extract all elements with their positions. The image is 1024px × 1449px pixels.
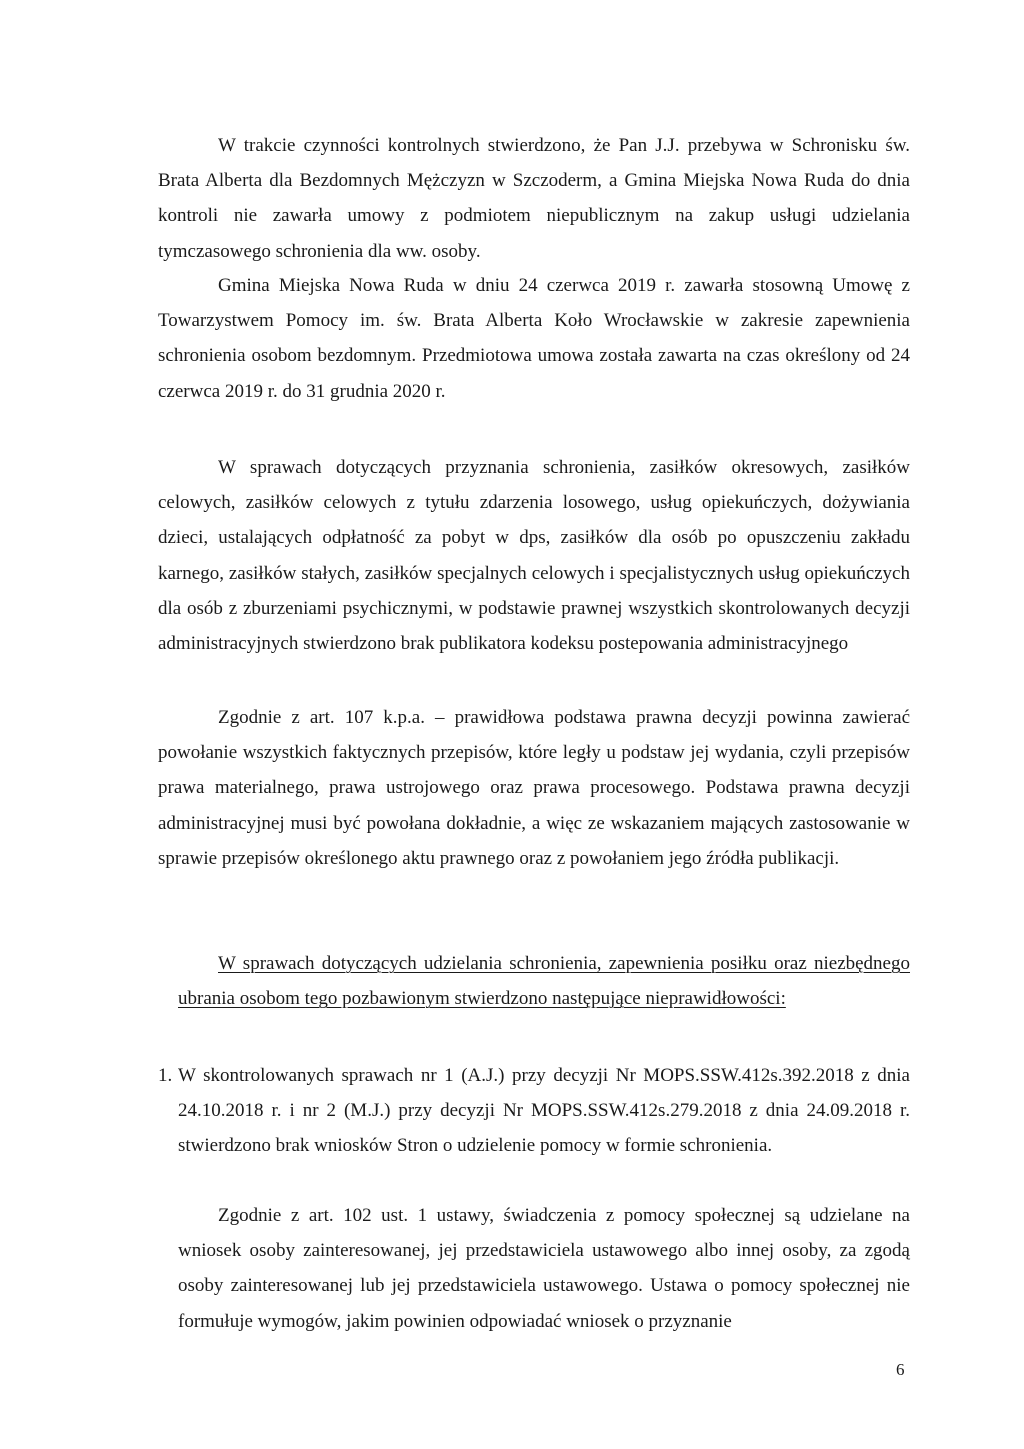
paragraph-schronisko: W trakcie czynności kontrolnych stwierdzono, że Pan J.J. przebywa w Schronisku św. Brata Alberta dla Bezdomnych Mężczyzn w Szczoderm, a Gmina Miejska Nowa Ruda do dnia kontroli nie zawarła umowy z podmiotem niepublicznym na zakup usługi udzielania tymczasowego schronienia dla ww. osoby. bbox=[158, 135, 910, 262]
paragraph-art-107: Zgodnie z art. 107 k.p.a. – prawidłowa podstawa prawna decyzji powinna zawierać powołanie wszystkich faktycznych przepisów, które legły u podstaw jej wydania, czyli przepisów prawa materialnego, prawa ustrojowego oraz prawa procesowego. Podstawa prawna decyzji administracyjnej musi być powołana dokładnie, a więc ze wskazaniem mających zastosowanie w sprawie przepisów określonego aktu prawnego oraz z powołaniem jego źródła publikacji. bbox=[158, 707, 910, 869]
paragraph-art-102: Zgodnie z art. 102 ust. 1 ustawy, świadczenia z pomocy społecznej są udzielane na wniosek osoby zainteresowanej, jej przedstawiciela ustawowego albo innej osoby, za zgodą osoby zainteresowanej lub jej przedstawiciela ustawowego. Ustawa o pomocy społecznej nie formułuje wymogów, jakim powinien odpowiadać wniosek o przyznanie bbox=[178, 1205, 910, 1332]
list-item bbox=[158, 1058, 910, 1164]
section-heading-nieprawidlowosci: W sprawach dotyczących udzielania schronienia, zapewnienia posiłku oraz niezbędnego ubrania osobom tego pozbawionym stwierdzono następujące nieprawidłowości: bbox=[178, 953, 910, 1010]
list-item-text: W skontrolowanych sprawach nr 1 (A.J.) przy decyzji Nr MOPS.SSW.412s.392.2018 z dnia 24.10.2018 r. i nr 2 (M.J.) przy decyzji Nr MOPS.SSW.412s.279.2018 z dnia 24.09.2018 r. stwierdzono brak wniosków Stron o udzielenie pomocy w formie schronienia. bbox=[178, 1065, 910, 1157]
paragraph-umowa: Gmina Miejska Nowa Ruda w dniu 24 czerwca 2019 r. zawarła stosowną Umowę z Towarzystwem Pomocy im. św. Brata Alberta Koło Wrocławskie w zakresie zapewnienia schronienia osobom bezdomnym. Przedmiotowa umowa została zawarta na czas określony od 24 czerwca 2019 r. do 31 grudnia 2020 r. bbox=[158, 275, 910, 402]
page-number: 6 bbox=[896, 1360, 905, 1379]
list-item-number: 1. bbox=[158, 1065, 173, 1086]
paragraph-decyzje: W sprawach dotyczących przyznania schronienia, zasiłków okresowych, zasiłków celowych, zasiłków celowych z tytułu zdarzenia losowego, usług opiekuńczych, dożywiania dzieci, ustalających odpłatność za pobyt w dps, zasiłków dla osób po opuszczeniu zakładu karnego, zasiłków stałych, zasiłków specjalnych celowych i specjalistycznych usług opiekuńczych dla osób z zburzeniami psychicznymi, w podstawie prawnej wszystkich skontrolowanych decyzji administracyjnych stwierdzono brak publikatora kodeksu postepowania administracyjnego bbox=[158, 457, 910, 655]
